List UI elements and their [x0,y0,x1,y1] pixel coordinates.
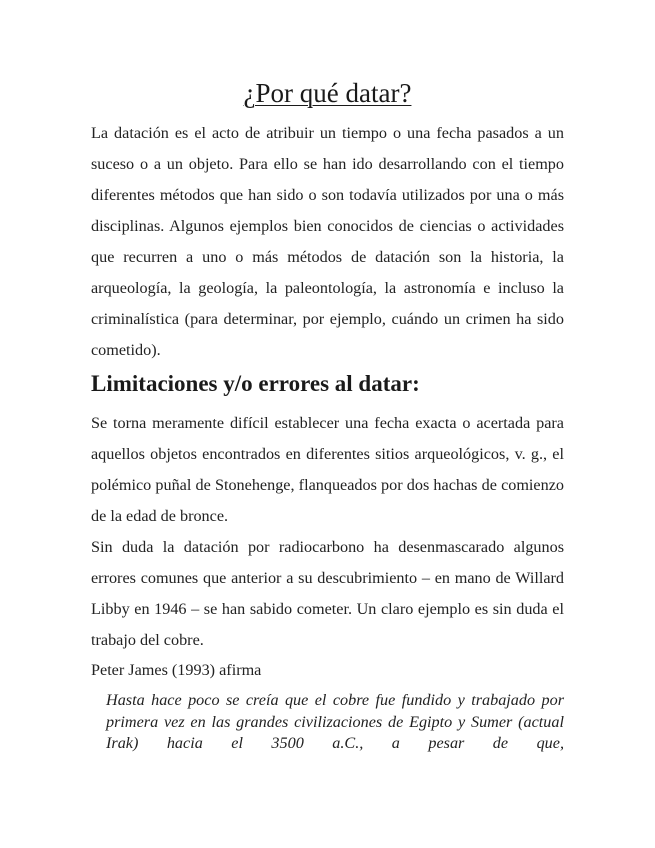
block-quote: Hasta hace poco se creía que el cobre fue fundido y trabajado por primera vez en las grandes civilizaciones de Egipto y Sumer (actual Irak) hacia el 3500 a.C., a pesar de que, [106,691,564,752]
page-title: ¿Por qué datar? [243,78,412,108]
paragraph-dating-difficulty: Se torna meramente difícil establecer una fecha exacta o acertada para aquellos objetos encontrados en diferentes sitios arqueológicos, v. g., el polémico puñal de Stonehenge, flanqueados por dos hachas de comienzo de la edad de bronce. [91,414,564,525]
intro-paragraph: La datación es el acto de atribuir un tiempo o una fecha pasados a un suceso o a un objeto. Para ello se han ido desarrollando con el tiempo diferentes métodos que han sido o son todavía utilizados por una o más disciplinas. Algunos ejemplos bien conocidos de ciencias o actividades que recurren a uno o más métodos de datación son la historia, la arqueología, la geología, la paleontología, la astronomía e incluso la criminalística (para determinar, por ejemplo, cuándo un crimen ha sido cometido). [91,124,564,359]
paragraph-citation-intro: Peter James (1993) afirma [91,661,262,679]
paragraph-radiocarbon: Sin duda la datación por radiocarbono ha desenmascarado algunos errores comunes que anterior a su descubrimiento – en mano de Willard Libby en 1946 – se han sabido cometer. Un claro ejemplo es sin duda el trabajo del cobre. [91,538,564,649]
section-heading: Limitaciones y/o errores al datar: [91,371,420,396]
